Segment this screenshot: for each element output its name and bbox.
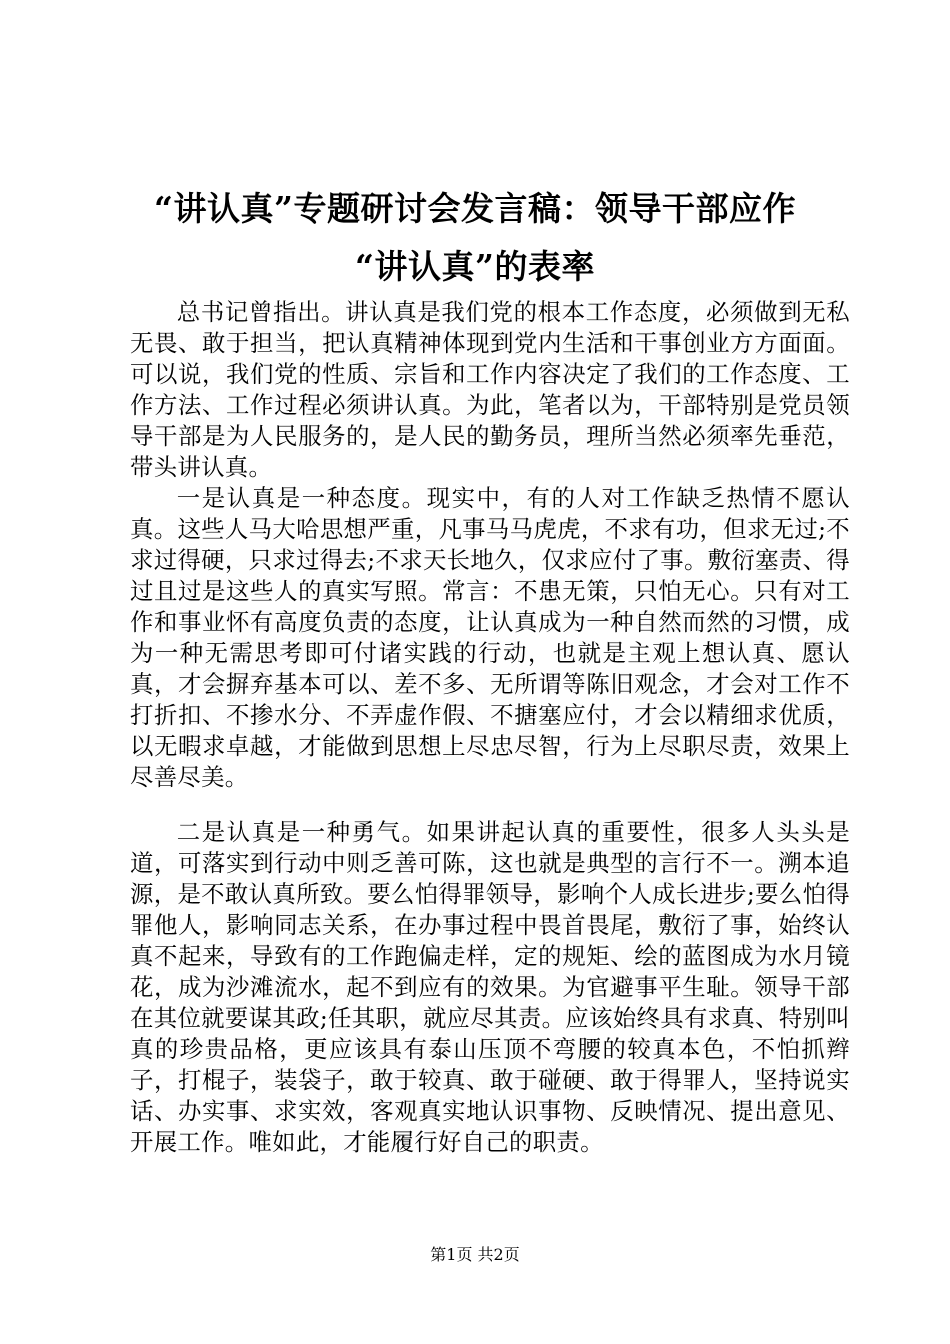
document-title-line-2: “讲认真”的表率 xyxy=(355,247,595,286)
paragraph-attitude: 一是认真是一种态度。现实中，有的人对工作缺乏热情不愿认真。这些人马大哈思想严重，凡事马马虎虎，不求有功，但求无过;不求过得硬，只求过得去;不求天长地久，仅求应付了事。敷衍塞责、得过且过是这些人的真实写照。常言：不患无策，只怕无心。只有对工作和事业怀有高度负责的态度，让认真成为一种自然而然的习惯，成为一种无需思考即可付诸实践的行动，也就是主观上想认真、愿认真，才会摒弃基本可以、差不多、无所谓等陈旧观念，才会对工作不打折扣、不掺水分、不弄虚作假、不搪塞应付，才会以精细求优质，以无暇求卓越，才能做到思想上尽忠尽智，行为上尽职尽责，效果上尽善尽美。 xyxy=(130,484,850,791)
paragraph-courage: 二是认真是一种勇气。如果讲起认真的重要性，很多人头头是道，可落实到行动中则乏善可陈，这也就是典型的言行不一。溯本追源，是不敢认真所致。要么怕得罪领导，影响个人成长进步;要么怕得罪他人，影响同志关系，在办事过程中畏首畏尾，敷衍了事，始终认真不起来，导致有的工作跑偏走样，定的规矩、绘的蓝图成为水月镜花，成为沙滩流水，起不到应有的效果。为官避事平生耻。领导干部在其位就要谋其政;任其职，就应尽其责。应该始终具有求真、特别叫真的珍贵品格，更应该具有泰山压顶不弯腰的较真本色，不怕抓辫子，打棍子，装袋子，敢于较真、敢于碰硬、敢于得罪人，坚持说实话、办实事、求实效，客观真实地认识事物、反映情况、提出意见、开展工作。唯如此，才能履行好自己的职责。 xyxy=(130,818,850,1156)
document-title-line-1: “讲认真”专题研讨会发言稿：领导干部应作 xyxy=(154,189,796,228)
paragraph-intro: 总书记曾指出。讲认真是我们党的根本工作态度，必须做到无私无畏、敢于担当，把认真精神体现到党内生活和干事创业方方面面。可以说，我们党的性质、宗旨和工作内容决定了我们的工作态度、工作方法、工作过程必须讲认真。为此，笔者以为，干部特别是党员领导干部是为人民服务的，是人民的勤务员，理所当然必须率先垂范，带头讲认真。 xyxy=(130,298,850,481)
page-number-footer: 第1页 共2页 xyxy=(430,1245,520,1264)
document-body xyxy=(130,297,850,1158)
paragraph-spacer xyxy=(130,793,850,817)
